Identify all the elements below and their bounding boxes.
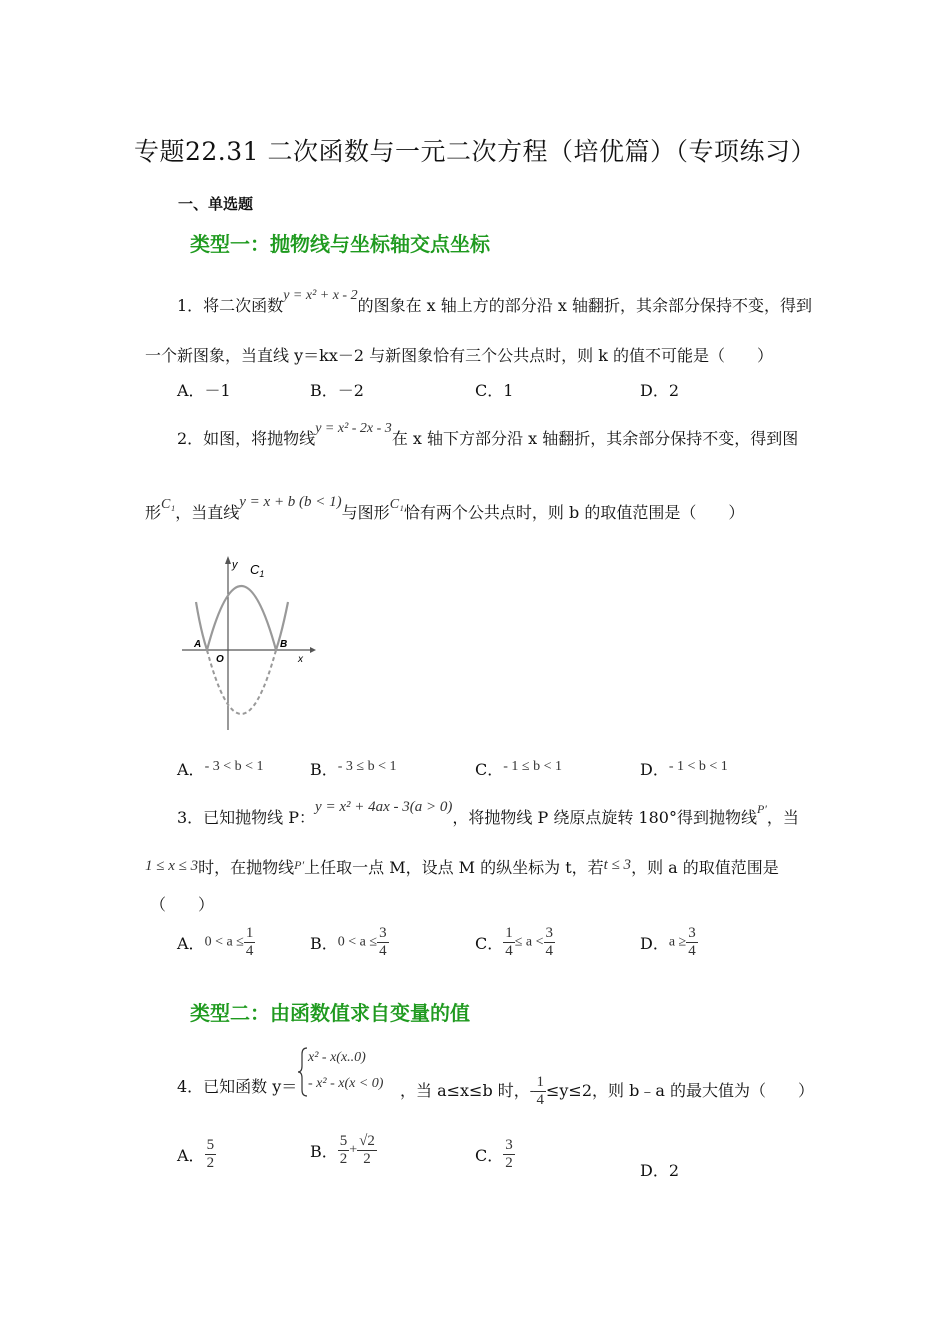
q4-text-1: ，当 a≤x≤b 时，	[400, 1081, 530, 1100]
question-3-line-3: （ ）	[150, 895, 215, 914]
q3-option-c-fraction-1: $\frac{1}{4}$	[505, 925, 513, 959]
q1-option-c[interactable]: C．1	[475, 381, 514, 400]
q2-option-c-expr: - 1 ≤ b < 1	[503, 759, 562, 774]
type-heading-1: 类型一：抛物线与坐标轴交点坐标	[190, 232, 490, 256]
question-2-line-1	[177, 421, 799, 449]
q4-option-c-fraction: $\frac{3}{2}$	[505, 1137, 513, 1171]
fig-origin: O	[216, 654, 224, 665]
q4-option-b-plus: +	[349, 1142, 358, 1158]
q2-text-c: 与图形	[341, 503, 390, 522]
q3-option-b-pre: 0 < a ≤	[337, 934, 378, 950]
fig-x-label: x	[298, 654, 303, 665]
page-title: 专题22.31 二次函数与一元二次方程（培优篇）（专项练习）	[133, 137, 817, 166]
q3-expression: y = x² + 4ax - 3(a > 0)	[315, 799, 453, 815]
q3-option-b-fraction: $\frac{3}{4}$	[379, 925, 387, 959]
question-1-line-1	[177, 288, 812, 316]
q3-number: 3．已知抛物线 P：	[177, 808, 316, 827]
q2-option-a-expr: - 3 < b < 1	[204, 759, 264, 774]
q2-line-expression: y = x + b (b < 1)	[239, 494, 342, 510]
q2-c1-label: C₁	[161, 497, 176, 512]
q2-text-b: ，当直线	[175, 503, 240, 522]
question-4-text	[400, 1074, 814, 1109]
q3-text-2c: ，则 a 的取值范围是	[631, 858, 779, 877]
q3-option-b[interactable]	[310, 925, 389, 960]
q3-pprime-2: P′	[294, 858, 305, 872]
q2-option-d-label: D．	[640, 760, 669, 779]
q2-option-c-label: C．	[475, 760, 504, 779]
q1-option-a[interactable]: A．－1	[177, 381, 231, 400]
q3-text-1: ，将抛物线 P 绕原点旋转 180°得到抛物线	[452, 808, 757, 827]
c1-solid-curve	[196, 586, 288, 650]
q2-option-b-expr: - 3 ≤ b < 1	[337, 759, 397, 774]
section-heading: 一、单选题	[178, 195, 254, 213]
fig-point-b: B	[280, 639, 288, 650]
q3-option-a-fraction: $\frac{1}{4}$	[245, 925, 254, 959]
q2-text-d: 恰有两个公共点时，则 b 的取值范围是（ ）	[403, 503, 745, 522]
q2-text: 在 x 轴下方部分沿 x 轴翻折，其余部分保持不变，得到图	[391, 429, 799, 448]
fig-c1-label: $C_1$	[250, 562, 265, 579]
q4-text-2: ≤y≤2，则 b﹣a 的最大值为（ ）	[545, 1081, 814, 1100]
q4-option-c[interactable]	[475, 1137, 515, 1172]
q4-minus: -	[529, 1083, 535, 1099]
q3-option-c-mid: ≤ a <	[514, 934, 544, 950]
question-3-line-1	[177, 799, 799, 828]
q2-number: 2．如图，将抛物线	[177, 429, 316, 448]
fig-point-a: A	[194, 639, 202, 650]
q3-text-2b: 上任取一点 M，设点 M 的纵坐标为 t，若	[304, 858, 604, 877]
q2-c1-label-2: C₁	[389, 497, 404, 512]
q2-option-b[interactable]	[310, 757, 397, 780]
q4-option-a[interactable]	[177, 1137, 216, 1172]
y-axis-arrow-icon	[225, 556, 231, 564]
q4-option-d[interactable]: D．2	[640, 1161, 680, 1180]
q3-text-2a: 时，在抛物线	[198, 858, 295, 877]
x-axis-arrow-icon	[310, 647, 316, 653]
q2-option-b-label: B．	[310, 760, 338, 779]
q4-option-b-label: B．	[310, 1142, 338, 1161]
q3-option-d[interactable]	[640, 925, 698, 960]
q3-option-c-fraction-2: $\frac{3}{4}$	[545, 925, 554, 959]
q3-option-a-pre: 0 < a ≤	[204, 934, 244, 950]
question-1-line-2: 一个新图象，当直线 y＝kx－2 与新图象恰有三个公共点时，则 k 的值不可能是（ ）	[145, 346, 773, 365]
q1-text: 的图象在 x 轴上方的部分沿 x 轴翻折，其余部分保持不变，得到	[357, 296, 812, 315]
q2-expression: y = x² - 2x - 3	[315, 421, 392, 436]
q4-option-c-label: C．	[475, 1146, 504, 1165]
q1-number: 1．将二次函数	[177, 296, 284, 315]
fig-y-label: y	[232, 559, 238, 571]
q3-option-c[interactable]	[475, 925, 555, 960]
question-2-line-2	[145, 494, 745, 523]
q4-option-b[interactable]	[310, 1133, 377, 1168]
q2-option-d-expr: - 1 < b < 1	[668, 759, 728, 774]
q2-text-a: 形	[145, 503, 162, 522]
q3-t-condition: t ≤ 3	[603, 857, 632, 873]
q3-option-c-label: C．	[475, 934, 504, 953]
q1-expression: y = x² + x - 2	[283, 288, 358, 303]
q3-pprime: P′	[756, 802, 767, 816]
q4-option-a-label: A．	[177, 1146, 205, 1165]
q4-option-b-fraction-2: $\frac{√2}{2}$	[359, 1133, 375, 1167]
q3-option-a-label: A．	[177, 934, 205, 953]
piecewise-case-2: - x² - x(x < 0)	[308, 1076, 384, 1091]
question-3-line-2	[145, 855, 779, 878]
q4-fraction: $\frac{1}{4}$	[536, 1074, 544, 1108]
question-4-label: 4．已知函数 y＝	[177, 1077, 298, 1096]
q2-option-a[interactable]	[177, 757, 264, 780]
q2-parabola-figure	[180, 552, 320, 737]
q3-option-d-pre: a ≥	[668, 934, 687, 950]
q4-option-a-fraction: $\frac{5}{2}$	[206, 1137, 215, 1171]
q1-option-d[interactable]: D．2	[640, 381, 680, 400]
q4-option-b-fraction-1: $\frac{5}{2}$	[339, 1133, 348, 1167]
q2-option-d[interactable]	[640, 757, 728, 780]
q3-option-d-label: D．	[640, 934, 669, 953]
q3-option-b-label: B．	[310, 934, 338, 953]
q3-text-1b: ，当	[766, 808, 799, 827]
q3-option-a[interactable]	[177, 925, 255, 960]
q3-option-d-fraction: $\frac{3}{4}$	[688, 925, 696, 959]
q3-x-condition: 1 ≤ x ≤ 3	[145, 858, 199, 874]
type-heading-2: 类型二：由函数值求自变量的值	[190, 1001, 470, 1025]
q1-option-b[interactable]: B．－2	[310, 381, 364, 400]
q2-option-a-label: A．	[177, 760, 205, 779]
q2-option-c[interactable]	[475, 757, 562, 780]
piecewise-case-1: x² - x(x..0)	[308, 1050, 366, 1065]
